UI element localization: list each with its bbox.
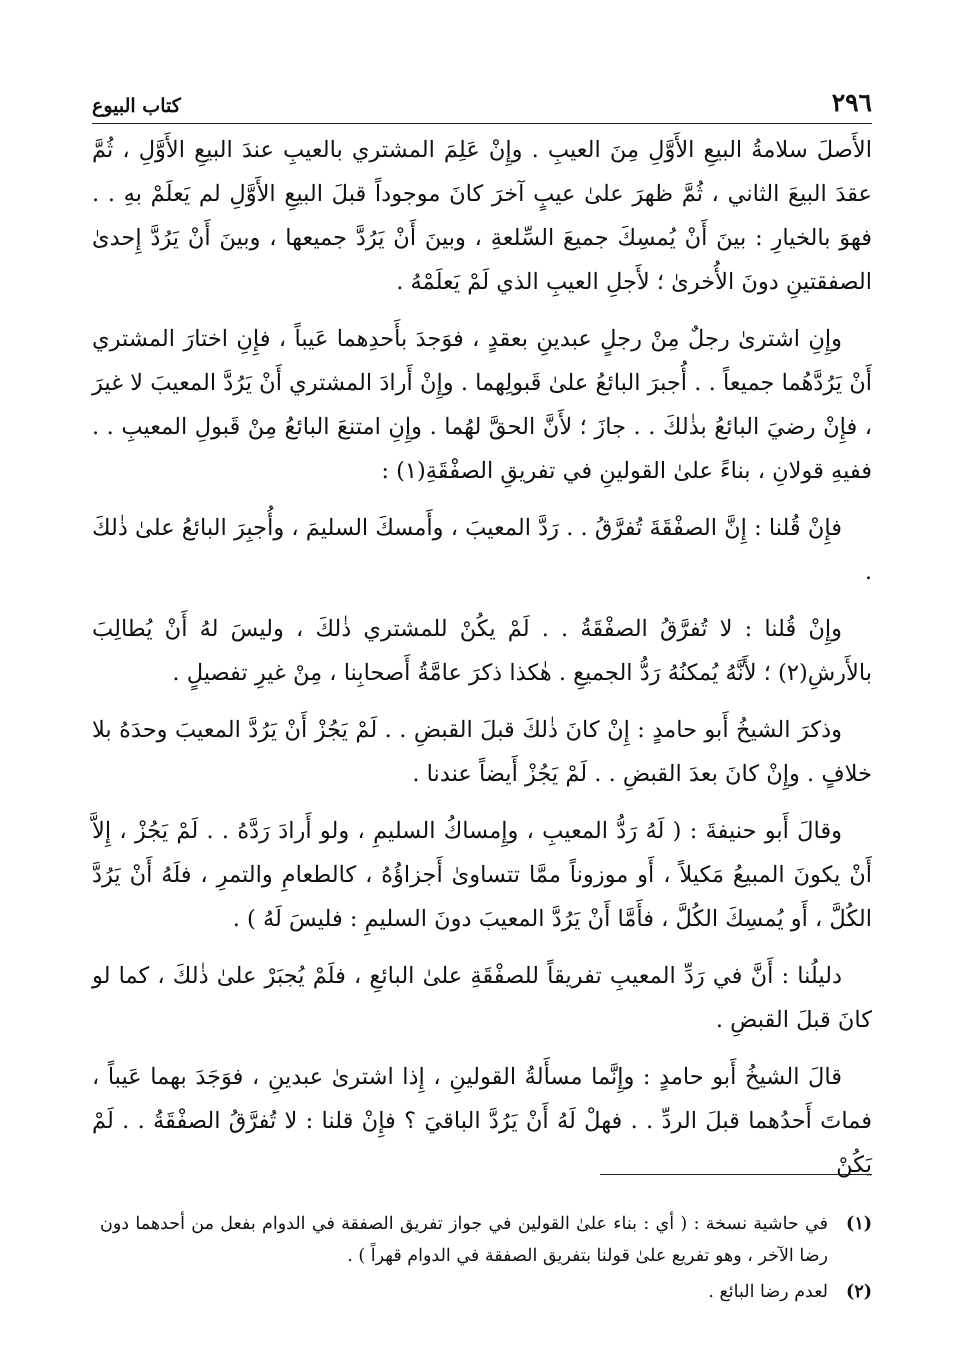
footnote	[100, 1208, 872, 1272]
footnote-separator	[600, 1174, 872, 1175]
footnote-mark: (٢)	[846, 1282, 872, 1302]
paragraph: وإِنْ قُلنا : لا تُفرَّقُ الصفْقَةُ . . لَمْ يكُنْ للمشتري ذٰلكَ ، وليسَ لهُ أَنْ يُطالِبَ بالأَرشِ(٢) ؛ لأَنَّهُ يُمكنُهُ رَدُّ الجميعِ . هٰكذا ذكرَ عامَّةُ أَصحابِنا ، مِنْ غيرِ تفصيلٍ .	[92, 616, 872, 686]
footnote	[100, 1276, 872, 1308]
page-number: ٢٩٦	[831, 88, 872, 117]
paragraph: وذكرَ الشيخُ أَبو حامدٍ : إِنْ كانَ ذٰلكَ قبلَ القبضِ . . لَمْ يَجُزْ أَنْ يَرُدَّ المعيبَ وحدَهُ بلا خلافٍ . وإِنْ كانَ بعدَ القبضِ . . لَمْ يَجُزْ أَيضاً عندنا .	[92, 717, 872, 787]
paragraph: وقالَ أَبو حنيفةَ : ( لَهُ رَدُّ المعيبِ ، وإِمساكُ السليمِ ، ولو أَرادَ رَدَّهُ . . لَمْ يَجُزْ ، إِلاَّ أَنْ يكونَ المبيعُ مَكيلاً ، أَو موزوناً ممَّا تتساوىٰ أَجزاؤُهُ ، كالطعامِ والتمرِ ، فلَهُ أَنْ يَرُدَّ الكُلَّ ، أَو يُمسِكَ الكُلَّ ، فأَمَّا أَنْ يَرُدَّ المعيبَ دونَ السليمِ : فليسَ لَهُ ) .	[92, 818, 872, 932]
paragraph: الأَصلَ سلامةُ البيعِ الأَوَّلِ مِنَ العيبِ . وإِنْ عَلِمَ المشتري بالعيبِ عندَ البيعِ الأَوَّلِ ، ثُمَّ عقدَ البيعَ الثاني ، ثُمَّ ظهرَ علىٰ عيبٍ آخرَ كانَ موجوداً قبلَ البيعِ الأَوَّلِ لم يَعلَمْ بهِ . . فهوَ بالخيارِ : بينَ أَنْ يُمسِكَ جميعَ السِّلعةِ ، وبينَ أَنْ يَرُدَّ جميعها ، وبينَ أَنْ يَرُدَّ إِحدىٰ الصفقتينِ دونَ الأُخرىٰ ؛ لأَجلِ العيبِ الذي لَمْ يَعلَمْهُ .	[92, 137, 872, 295]
paragraph: فإِنْ قُلنا : إِنَّ الصفْقَةَ تُفرَّقُ . . رَدَّ المعيبَ ، وأَمسكَ السليمَ ، وأُجبِرَ البائعُ علىٰ ذٰلكَ .	[92, 515, 872, 585]
footnotes	[100, 1208, 872, 1312]
book-title: كتاب البيوع	[92, 95, 181, 117]
footnote-text: في حاشية نسخة : ( أي : بناء علىٰ القولين في جواز تفريق الصفقة في الدوام بفعل من أحدهما دون رضا الآخر ، وهو تفريع علىٰ قولنا بتفريق الصفقة في الدوام قهراً ) .	[100, 1214, 828, 1266]
main-text	[92, 128, 872, 1200]
footnote-mark: (١)	[846, 1214, 872, 1234]
footnote-text: لعدم رضا البائع .	[708, 1282, 828, 1302]
paragraph: دليلُنا : أَنَّ في رَدِّ المعيبِ تفريقاً للصفْقَةِ علىٰ البائعِ ، فلَمْ يُجبَرْ علىٰ ذٰلكَ ، كما لو كانَ قبلَ القبضِ .	[92, 963, 872, 1033]
paragraph: وإِنِ اشترىٰ رجلٌ مِنْ رجلٍ عبدينِ بعقدٍ ، فوَجدَ بأَحدِهما عَيباً ، فإِنِ اختارَ المشتري أَنْ يَرُدَّهُما جميعاً . . أُجبرَ البائعُ علىٰ قَبولِهما . وإِنْ أَرادَ المشتري أَنْ يَرُدَّ المعيبَ لا غيرَ ، فإِنْ رضيَ البائعُ بذٰلكَ . . جازَ ؛ لأَنَّ الحقَّ لهُما . وإِنِ امتنعَ البائعُ مِنْ قَبولِ المعيبِ . . ففيهِ قولانِ ، بناءً علىٰ القولينِ في تفريقِ الصفْقَةِ(١) :	[92, 326, 872, 484]
page-header	[92, 86, 872, 124]
paragraph: قالَ الشيخُ أَبو حامدٍ : وإِنَّما مسأَلةُ القولينِ ، إِذا اشترىٰ عبدينِ ، فوَجَدَ بهما عَيباً ، فماتَ أَحدُهما قبلَ الردِّ . . فهلْ لَهُ أَنْ يَرُدَّ الباقيَ ؟ فإِنْ قلنا : لا تُفرَّقُ الصفْقَةُ . . لَمْ يَكُنْ	[92, 1064, 872, 1178]
